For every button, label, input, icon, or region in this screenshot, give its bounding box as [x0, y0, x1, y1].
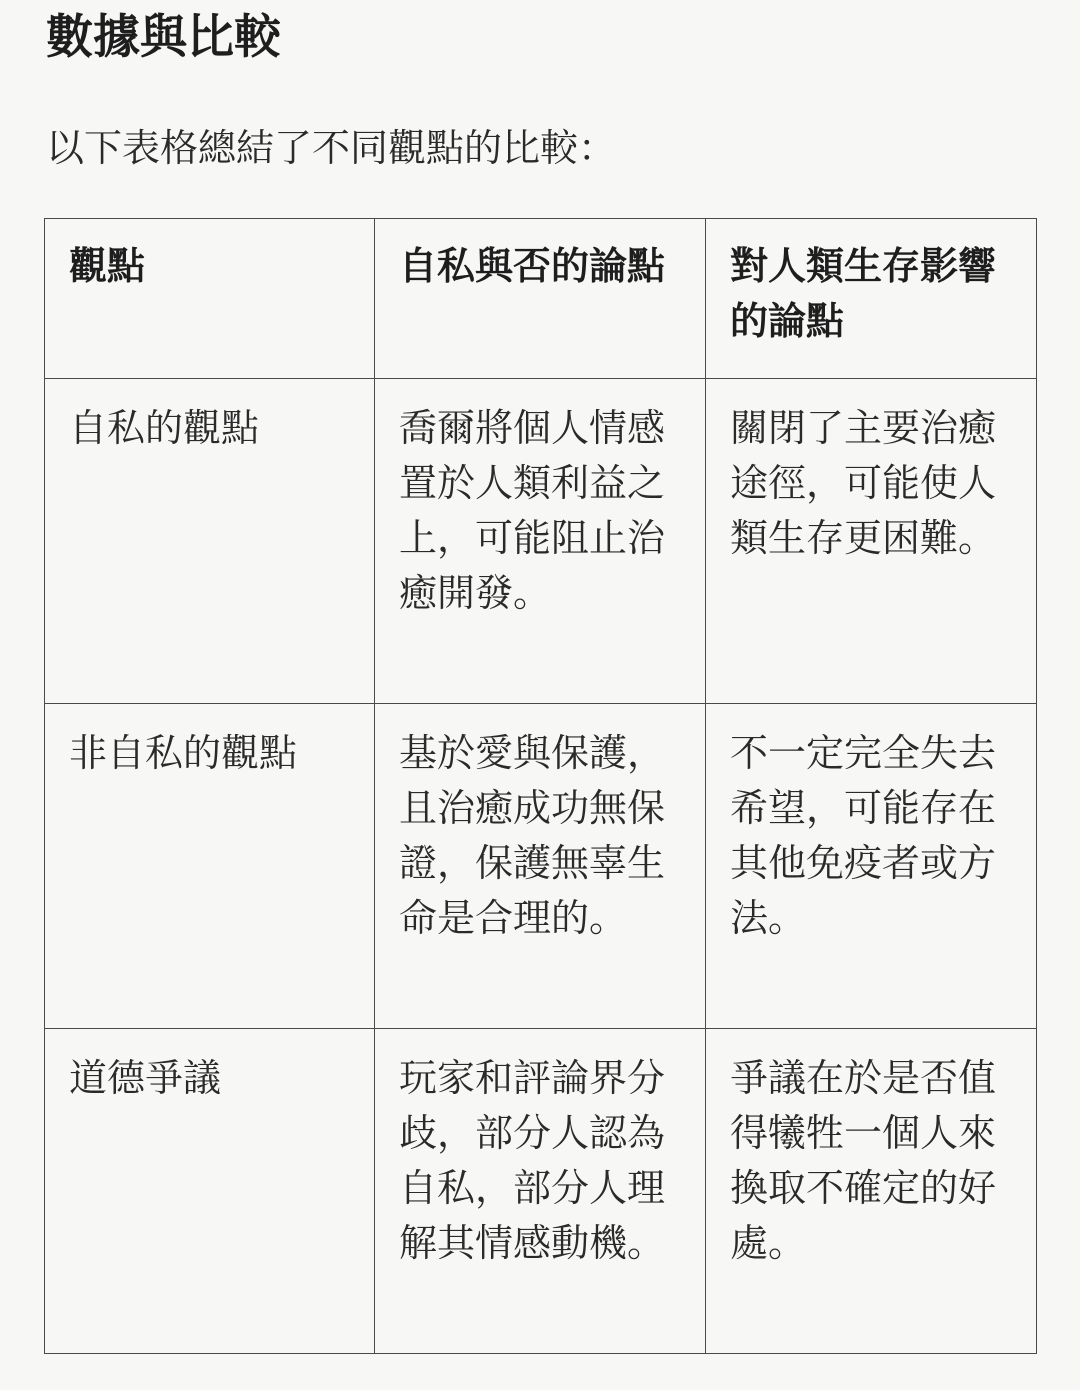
table-cell: 基於愛與保護，且治癒成功無保證，保護無辜生命是合理的。: [375, 704, 706, 1029]
header-cell-selfish-argument: 自私與否的論點: [375, 219, 706, 379]
table-cell: 關閉了主要治癒途徑，可能使人類生存更困難。: [706, 379, 1037, 704]
table-cell: 道德爭議: [45, 1029, 375, 1354]
header-cell-survival-impact: 對人類生存影響的論點: [706, 219, 1037, 379]
table-row: [45, 704, 1037, 1029]
table-header-row: [45, 219, 1037, 379]
comparison-table: [44, 218, 1037, 1354]
table-cell: 爭議在於是否值得犧牲一個人來換取不確定的好處。: [706, 1029, 1037, 1354]
table-cell: 非自私的觀點: [45, 704, 375, 1029]
table-row: [45, 1029, 1037, 1354]
table-row: [45, 379, 1037, 704]
table-cell: 自私的觀點: [45, 379, 375, 704]
intro-text: 以下表格總結了不同觀點的比較：: [46, 126, 617, 170]
table-cell: 喬爾將個人情感置於人類利益之上，可能阻止治癒開發。: [375, 379, 706, 704]
table-cell: 玩家和評論界分歧，部分人認為自私，部分人理解其情感動機。: [375, 1029, 706, 1354]
table-cell: 不一定完全失去希望，可能存在其他免疫者或方法。: [706, 704, 1037, 1029]
header-cell-viewpoint: 觀點: [45, 219, 375, 379]
section-heading: 數據與比較: [46, 10, 281, 65]
